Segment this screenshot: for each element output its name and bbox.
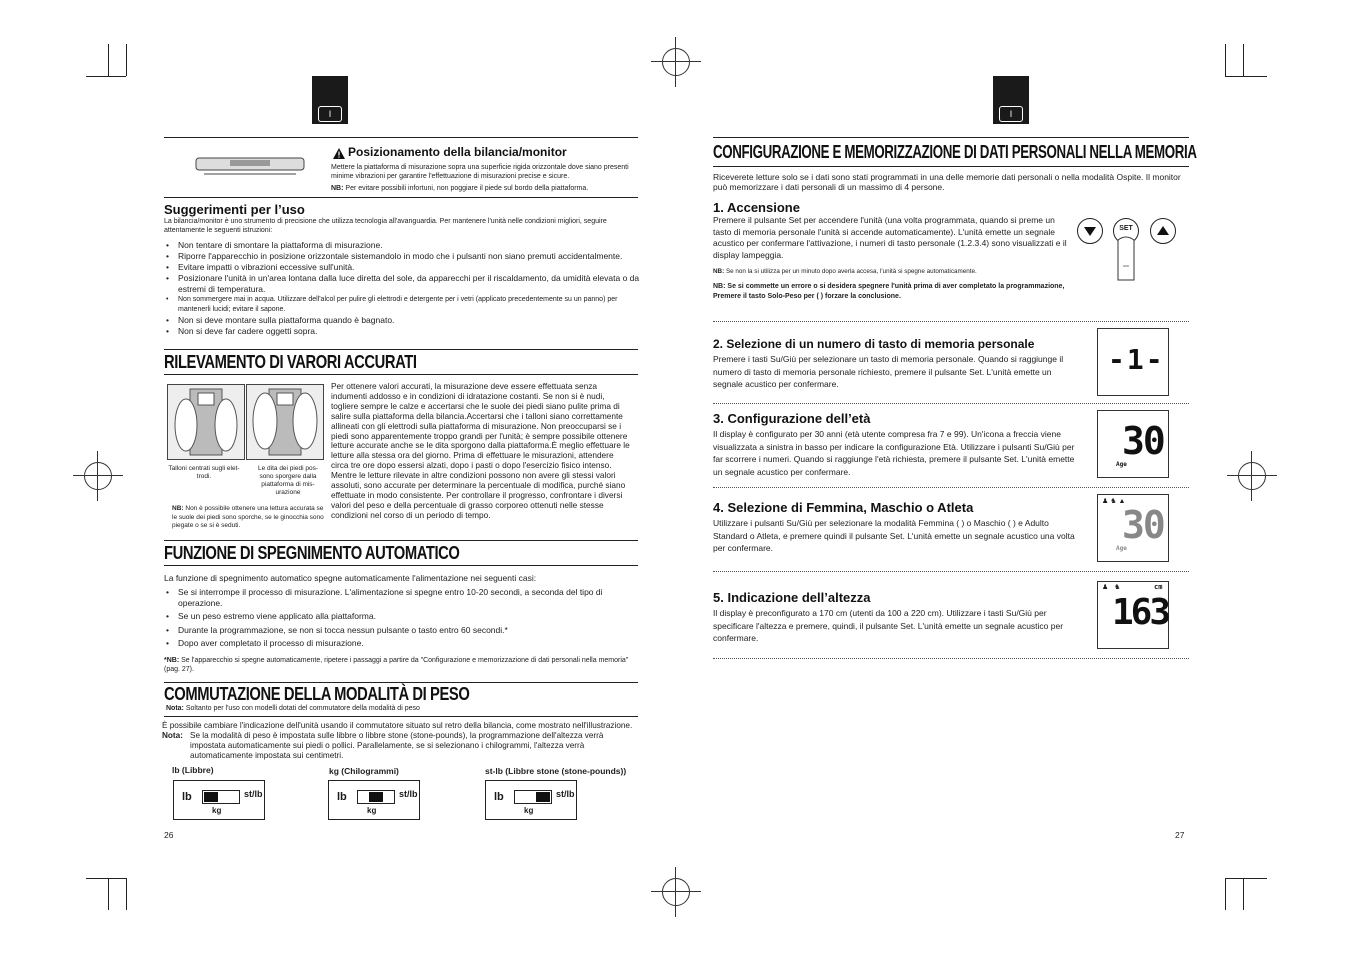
auto-list: • Se si interrompe il processo di misurazione. L'alimentazione si spegne entro 10-20 secondi, a seconda del tipo di operazione. • Se un peso estremo viene applicato alla piattaforma. • Durante la programmazione, se non si tocca nessun pulsante o tasto entro 60 secondi.* • Dopo aver completato il processo di misurazione.: [164, 587, 634, 649]
feet-image-heels: [167, 384, 245, 460]
step4-text: Utilizzare i pulsanti Su/Giù per selezionare la modalità Femmina ( ) o Maschio ( ) e Adulto Standard o Atleta, e premere quindi il pulsante Set. L'unità emette un segnale acustico una volta per confermare.: [713, 518, 1075, 554]
gender-icons: ♟ ♞: [1102, 584, 1121, 591]
triangle-down-icon: [1078, 219, 1102, 243]
step3-heading: 3. Configurazione dell’età: [713, 411, 871, 426]
weight-switch-stlb[interactable]: lb st/lb kg: [485, 780, 577, 820]
step5-text: Il display è preconfigurato a 170 cm (utenti da 100 a 220 cm). Utilizzare i tasti Su/Giù per specificare l'altezza e premere, quindi, il pulsante Set. L'unità emette un segnale acustico per confermare.: [713, 608, 1064, 644]
set-button[interactable]: SET: [1113, 218, 1139, 244]
feet-image-toes: [246, 384, 324, 460]
up-button[interactable]: [1150, 218, 1176, 244]
auto-heading: FUNZIONE DI SPEGNIMENTO AUTOMATICO: [164, 543, 460, 563]
auto-intro: La funzione di spegnimento automatico spegne automaticamente l'alimentazione nei seguenti casi:: [164, 573, 537, 583]
gender-icons: ♟ ♞ ▲: [1102, 498, 1126, 505]
display-height: ♟ ♞ cm 163: [1097, 581, 1169, 649]
finger-icon: [1114, 236, 1138, 289]
step2-heading: 2. Selezione di un numero di tasto di memoria personale: [713, 337, 1035, 351]
triangle-up-icon: [1151, 219, 1175, 243]
weight-switch-kg[interactable]: lb st/lb kg: [328, 780, 420, 820]
display-gender: ♟ ♞ ▲ 30 Age: [1097, 494, 1169, 562]
registration-mark: [84, 462, 112, 490]
step4-heading: 4. Selezione di Femmina, Maschio o Atleta: [713, 500, 974, 515]
pos-text: Mettere la piattaforma di misurazione sopra una superficie rigida orizzontale dove siano presenti minime vibrazioni per garantire l'effettuazione di misurazioni precise e sicure.: [331, 164, 629, 180]
step5-heading: 5. Indicazione dell’altezza: [713, 590, 871, 605]
config-heading: CONFIGURAZIONE E MEMORIZZAZIONE DI DATI PERSONALI NELLA MEMORIA: [713, 142, 1197, 162]
display-age: 30 Age: [1097, 410, 1169, 478]
scale-image: [190, 150, 310, 180]
weight-text2: Se la modalità di peso è impostata sulle libbre o libbre stone (stone-pounds), la programmazione dell'altezza verrà impostata automaticamente sui piedi o pollici. Parallelamente, se si selezionano i chilogrammi, l'altezza verrà automaticamente impostata sui centimetri.: [190, 731, 604, 760]
config-intro: Riceverete letture solo se i dati sono stati programmati in una delle memorie dati personali o nella modalità Ospite. Il monitor può memorizzare i dati personali di un massimo di 4 persone.: [713, 172, 1181, 192]
tips-list: • Non tentare di smontare la piattaforma di misurazione. • Riporre l'apparecchio in posizione orizzontale sistemandolo in modo che i pulsanti non siano premuti accidentalmente. • Evitare impatti o vibrazioni eccessive sull'unità. • Posizionare l'unità in un'area lontana dalla luce diretta del sole, da apparecchi per il riscaldamento, da umidità elevata o da estremi di temperatura. • Non sommergere mai in acqua. Utilizzare dell'alcol per pulire gli elettrodi e detergente per i vetri (applicato precedentemente su un panno) per mantenerli lucidi; evitare il sapone. • Non si deve montare sulla piattaforma quando è bagnato. • Non si deve far cadere oggetti sopra.: [164, 240, 644, 337]
step1-heading: 1. Accensione: [713, 200, 800, 215]
caption-heels: Talloni centrati sugli elet-trodi.: [168, 465, 240, 480]
weight-text1: È possibile cambiare l'indicazione dell'unità usando il commutatore situato sul retro della bilancia, come mostrato nell'illustrazione.: [162, 721, 633, 730]
page-number-right: 27: [1175, 830, 1185, 840]
accurate-text: Per ottenere valori accurati, la misurazione deve essere effettuata senza indumenti addosso e in condizioni di idratazione costanti. Se non si è nudi, togliere sempre le calze e accertarsi che le suole dei piedi siano pulite prima di salire sulla piattaforma della bilancia.Accertarsi che i talloni siano correttamente allineati con gli elettrodi sulla piattaforma di misurazione. Non preoccuparsi se i piedi sono apparentemente troppo grandi per l'unità; è sempre possibile ottenere letture accurate anche se le dita sporgono dalla piattaforma.È meglio effettuare le letture alla stessa ora del giorno. Prima di effettuare le misurazioni, attendere circa tre ore dopo essersi alzati, dopo i pasti o dopo l'esercizio fisico intenso. Mentre le letture rilevate in altre condizioni possono non avere gli stessi valori assoluti, sono accurate per determinare la percentuale di modifica, purché siano effettuate in modo consistente. Per controllare il progresso, confrontare i diversi valori del peso e della percentuale di grasso corporeo ottenuti nelle stesse condizioni nel corso di un periodo di tempo.: [331, 381, 630, 520]
weight-heading: COMMUTAZIONE DELLA MODALITÀ DI PESO: [164, 684, 470, 704]
page-number-left: 26: [164, 830, 174, 840]
accurate-heading: RILEVAMENTO DI VARORI ACCURATI: [164, 352, 417, 372]
language-tab: I: [312, 76, 348, 124]
registration-mark: [662, 48, 690, 76]
display-memory: -1-: [1097, 328, 1169, 396]
weight-switch-lb[interactable]: lb st/lb kg: [173, 780, 265, 820]
step3-text: Il display è configurato per 30 anni (età utente compresa fra 7 e 99). Un'icona a freccia viene visualizzata a sinistra in basso per indicare la configurazione Età. Utilizzare i pulsanti Su/Giù per far scorrere i numeri. Quando si raggiunge l'età richiesta, premere il pulsante Set. L'unità emette un segnale acustico per confermare.: [713, 429, 1075, 477]
caption-toes: Le dita dei piedi pos-sono sporgere dalla piattaforma di mis-urazione: [258, 465, 318, 496]
warning-icon: [333, 146, 345, 164]
step1-text: Premere il pulsante Set per accendere l'unità (una volta programmata, quando si preme un tasto di memoria personale l'unità si accende automaticamente). L'unità emette un segnale acustico per confermare l'attivazione, i numeri di tasto personale (1.2.3.4) sono visualizzati e il display lampeggia.: [713, 215, 1067, 260]
tips-heading: Suggerimenti per l’uso: [164, 202, 305, 217]
pos-heading: Posizionamento della bilancia/monitor: [348, 145, 567, 159]
step2-text: Premere i tasti Su/Giù per selezionare un tasto di memoria personale. Quando si raggiunge il numero di tasto di memoria personale richiesto, premere il pulsante Set. L'unità emette un segnale acustico per confermare.: [713, 354, 1064, 390]
registration-mark: [1238, 462, 1266, 490]
tips-intro: La bilancia/monitor è uno strumento di precisione che utilizza tecnologia all'avanguardia. Per mantenere l'unità nelle condizioni migliori, seguire attentamente le seguenti istruzioni:: [164, 218, 607, 234]
registration-mark: [662, 878, 690, 906]
language-tab: I: [993, 76, 1029, 124]
down-button[interactable]: [1077, 218, 1103, 244]
